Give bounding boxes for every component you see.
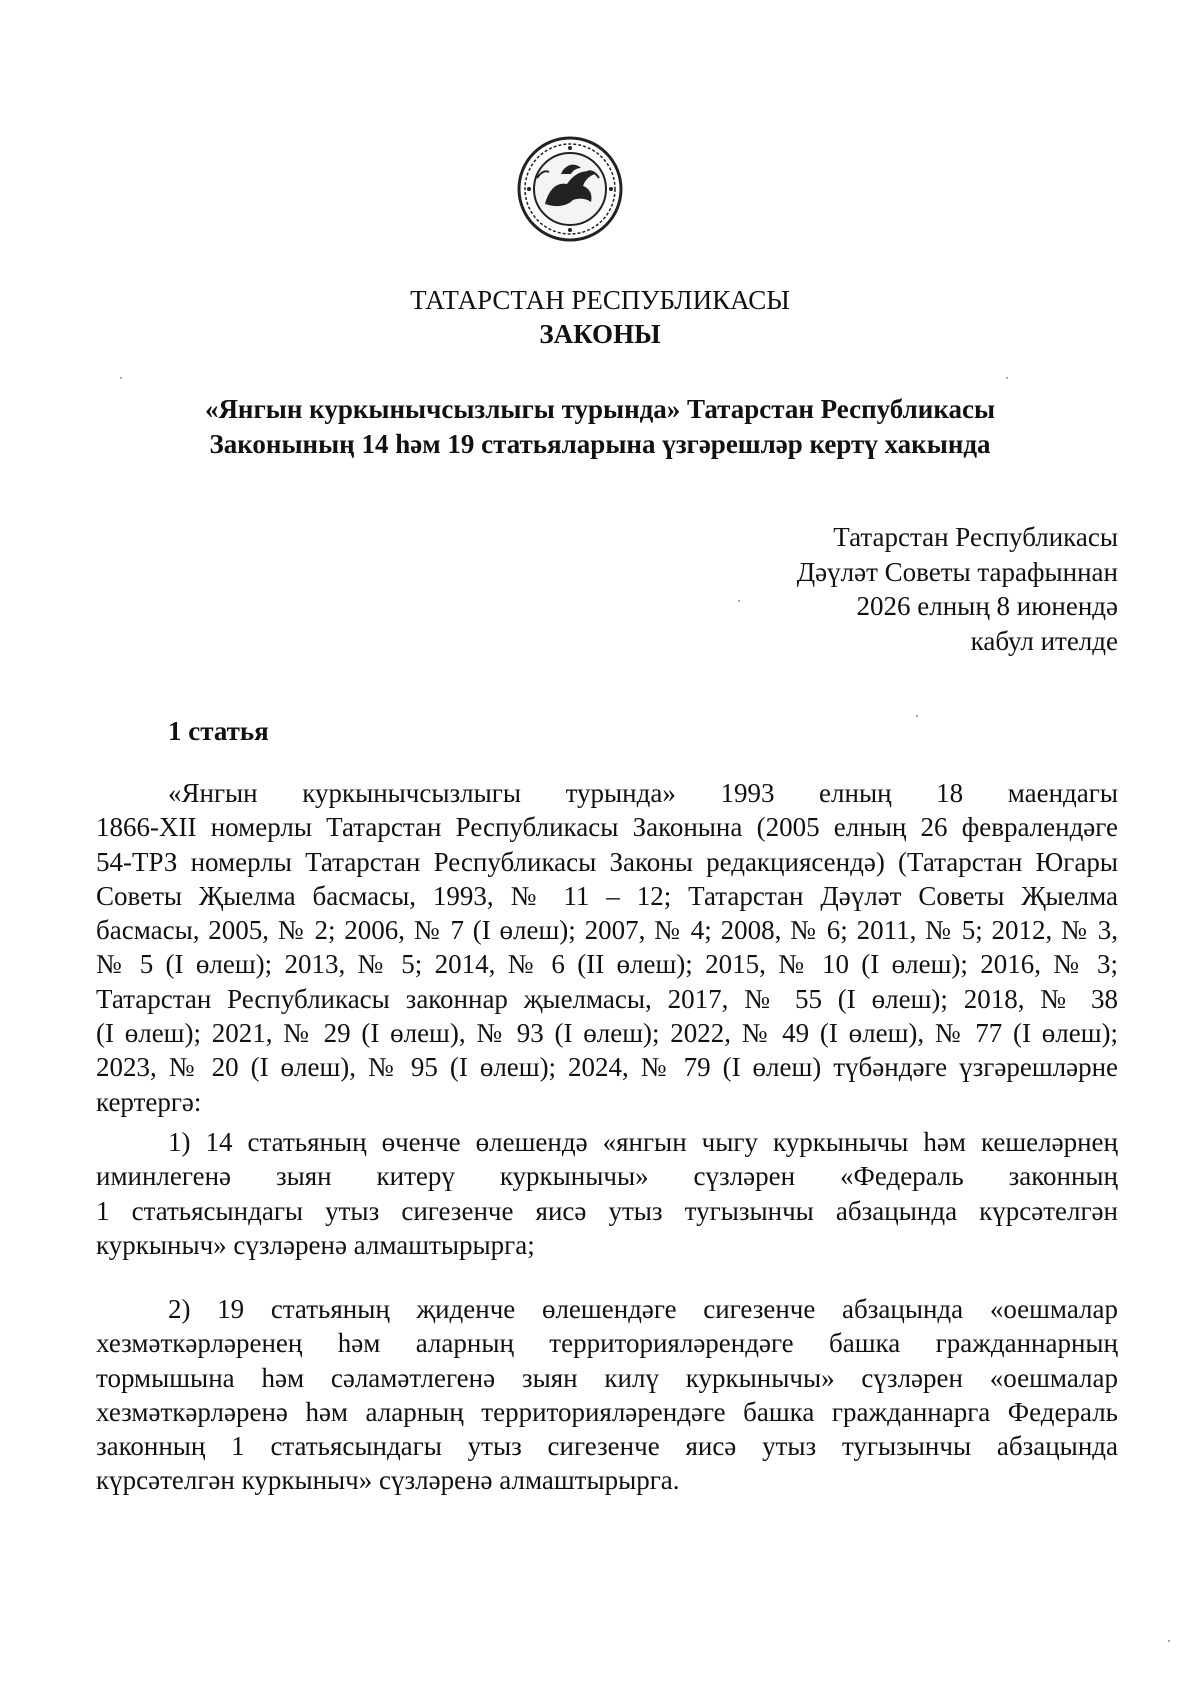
amendment-item-2 — [96, 1292, 1118, 1498]
text-line: күрсәтелгән куркыныч» сүзләренә алмаштырырга. — [96, 1465, 680, 1496]
text-line: куркыныч» сүзләренә алмаштырырга; — [96, 1229, 535, 1260]
text-line: Советы Җыелма басмасы, 1993, № 11 – 12; Татарстан Дәүләт Советы Җыелма — [96, 880, 1118, 911]
text-line: 1) 14 статьяның өченче өлешендә «янгын чыгу куркынычы һәм кешеләрнең — [168, 1127, 1118, 1157]
adoption-line: Татарстан Республикасы — [833, 522, 1118, 552]
text-line: Татарстан Республикасы законнар җыелмасы, 2017, № 55 (I өлеш); 2018, № 38 — [96, 983, 1118, 1014]
scan-speck — [1006, 377, 1008, 379]
text-line: 2023, № 20 (I өлеш), № 95 (I өлеш); 2024, № 79 (I өлеш) түбәндәге үзгәрешләрне — [96, 1052, 1118, 1083]
adoption-line: Дәүләт Советы тарафыннан — [796, 556, 1118, 587]
text-line: 1 статьясындагы утыз сигезенче яисә утыз тугызынчы абзацында күрсәтелгән — [96, 1195, 1118, 1226]
text-line: 1866-XII номерлы Татарстан Республикасы Законына (2005 елның 26 февралендәге — [96, 812, 1118, 843]
article-heading: 1 статья — [168, 716, 269, 746]
scan-speck — [916, 715, 918, 717]
article-intro-paragraph — [96, 776, 1118, 1119]
adoption-line: кабул ителде — [970, 625, 1118, 656]
adoption-line: 2026 елның 8 июнендә — [856, 591, 1118, 621]
tatarstan-coat-of-arms-icon — [517, 134, 623, 244]
text-line: иминлегенә зыян китерү куркынычы» сүзләрен «Федераль законның — [96, 1161, 1118, 1192]
text-line: басмасы, 2005, № 2; 2006, № 7 (I өлеш); 2007, № 4; 2008, № 6; 2011, № 5; 2012, № 3, — [96, 915, 1118, 946]
text-line: кертергә: — [96, 1086, 202, 1117]
text-line: № 5 (I өлеш); 2013, № 5; 2014, № 6 (II өлеш); 2015, № 10 (I өлеш); 2016, № 3; — [96, 949, 1118, 980]
text-line: законның 1 статьясындагы утыз сигезенче яисә утыз тугызынчы абзацында — [96, 1431, 1118, 1462]
text-line: (I өлеш); 2021, № 29 (I өлеш), № 93 (I өлеш); 2022, № 49 (I өлеш), № 77 (I өлеш); — [96, 1018, 1118, 1049]
scan-speck — [738, 600, 740, 602]
law-title-line-1: «Янгын куркынычсызлыгы турында» Татарстан Республикасы — [204, 394, 996, 424]
law-title-line-2: Законының 14 һәм 19 статьяларына үзгәрешләр кертү хакында — [209, 429, 991, 459]
scan-speck — [120, 377, 122, 379]
text-line: тормышына һәм сәламәтлегенә зыян килү куркынычы» сүзләрен «оешмалар — [96, 1362, 1118, 1393]
text-line: «Янгын куркынычсызлыгы турында» 1993 елның 18 маендагы — [168, 778, 1118, 808]
text-line: 54-ТРЗ номерлы Татарстан Республикасы Законы редакциясендә) (Татарстан Югары — [96, 846, 1118, 877]
scan-speck — [1168, 1640, 1170, 1642]
amendment-item-1 — [96, 1125, 1118, 1262]
law-label: ЗАКОНЫ — [539, 319, 661, 349]
text-line: хезмәткәрләренең һәм аларның территорияләрендәге башка гражданнарның — [96, 1328, 1118, 1359]
text-line: хезмәткәрләренә һәм аларның территорияләрендәге башка гражданнарга Федераль — [96, 1396, 1118, 1427]
adoption-block — [797, 520, 1118, 658]
republic-name: ТАТАРСТАН РЕСПУБЛИКАСЫ — [410, 285, 790, 315]
text-line: 2) 19 статьяның җиденче өлешендәге сигезенче абзацында «оешмалар — [168, 1294, 1118, 1324]
